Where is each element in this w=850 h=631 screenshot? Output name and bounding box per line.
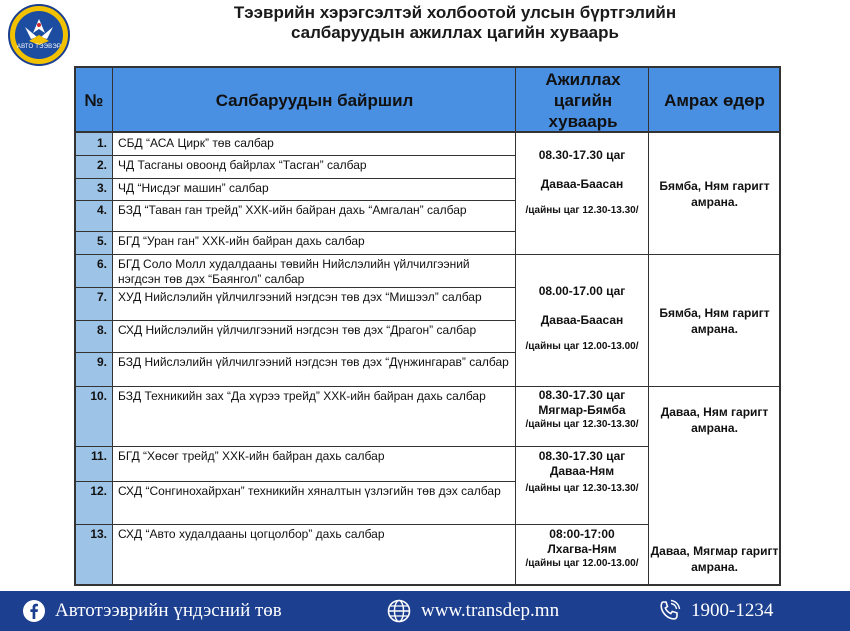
group-divider	[76, 254, 779, 255]
row-location: СХД “Авто худалдааны цогцолбор” дахь салбар	[118, 527, 385, 541]
row-divider	[76, 231, 516, 232]
row-number: 2.	[96, 158, 107, 172]
row-divider	[76, 287, 516, 288]
header-number: №	[84, 91, 104, 110]
row-location: БЗД Техникийн зах “Да хүрээ трейд” ХХК-ийн байран дахь салбар	[118, 389, 486, 403]
hours-days: Мягмар-Бямба	[538, 403, 626, 417]
row-number: 3.	[96, 181, 107, 195]
logo	[8, 4, 70, 66]
hours-time: 08.00-17.00 цаг	[538, 284, 626, 298]
facebook-text: Автотээврийн үндэсний төв	[55, 600, 282, 621]
row-divider	[76, 481, 516, 482]
rest-days-cell: Даваа, Мягмар гаригт амрана.	[650, 544, 779, 574]
rest-days-cell: Бямба, Ням гаригт амрана.	[659, 179, 770, 209]
phone-icon	[656, 598, 682, 624]
facebook-icon	[22, 599, 46, 623]
hours-cell	[516, 388, 648, 431]
website-link[interactable]	[386, 591, 559, 631]
rest-days-cell: Бямба, Ням гаригт амрана.	[659, 306, 770, 336]
row-number: 11.	[90, 449, 107, 463]
footer-bar	[0, 591, 850, 631]
row-location: БГД “Уран ган” ХХК-ийн байран дахь салбар	[118, 234, 365, 248]
row-number: 12.	[90, 484, 107, 498]
hours-time: 08.30-17.30 цаг	[538, 148, 626, 162]
group-divider	[76, 524, 649, 525]
row-number: 9.	[96, 355, 107, 369]
hours-days: Даваа-Баасан	[540, 313, 624, 327]
facebook-link[interactable]	[22, 591, 282, 631]
row-divider	[76, 320, 516, 321]
hours-lunch: /цайны цаг 12.30-13.30/	[525, 483, 639, 494]
row-number: 8.	[96, 323, 107, 337]
hours-days: Лхагва-Ням	[547, 542, 617, 556]
header-hours: Ажиллах цагийн хуваарь	[545, 70, 621, 131]
hours-time: 08.30-17.30 цаг	[538, 449, 626, 463]
row-number: 7.	[96, 290, 107, 304]
hours-cell	[516, 449, 648, 495]
website-text: www.transdep.mn	[421, 600, 560, 621]
row-location: СХД “Сонгинохайрхан” техникийн хяналтын үзлэгийн төв дэх салбар	[118, 484, 501, 498]
row-location: БЗД Нийслэлийн үйлчилгээний нэгдсэн төв дэх “Дүнжингарав” салбар	[118, 355, 509, 369]
group-divider	[76, 386, 779, 387]
row-divider	[76, 200, 516, 201]
hours-days: Даваа-Ням	[549, 464, 615, 478]
row-number: 1.	[96, 136, 107, 150]
hours-lunch: /цайны цаг 12.30-13.30/	[525, 419, 639, 430]
hours-cell	[516, 284, 648, 353]
globe-icon	[386, 598, 412, 624]
row-number: 10.	[90, 389, 107, 403]
row-location: БЗД “Таван ган трейд” ХХК-ийн байран дахь “Амгалан” салбар	[118, 203, 467, 217]
row-number: 4.	[96, 203, 107, 217]
row-number: 5.	[96, 234, 107, 248]
row-location: СХД Нийслэлийн үйлчилгээний нэгдсэн төв дэх “Драгон” салбар	[118, 323, 477, 337]
hours-time: 08.30-17.30 цаг	[538, 388, 626, 402]
hours-cell	[516, 527, 648, 570]
row-location: ЧД “Нисдэг машин” салбар	[118, 181, 269, 195]
rest-days-cell: Даваа, Ням гаригт амрана.	[660, 405, 769, 435]
row-divider	[76, 178, 516, 179]
logo-emblem	[15, 11, 63, 59]
hours-time: 08:00-17:00	[549, 527, 615, 541]
row-number: 13.	[90, 527, 107, 541]
hours-days: Даваа-Баасан	[540, 177, 624, 191]
row-location: БГД “Хөсөг трейд” ХХК-ийн байран дахь салбар	[118, 449, 385, 463]
row-divider	[76, 155, 516, 156]
hours-lunch: /цайны цаг 12.00-13.00/	[525, 341, 639, 352]
phone-link[interactable]	[656, 591, 773, 631]
header-location: Салбаруудын байршил	[215, 91, 414, 110]
row-location: СБД “АСА Цирк” төв салбар	[118, 136, 274, 150]
row-location: ХУД Нийслэлийн үйлчилгээний нэгдсэн төв дэх “Мишээл” салбар	[118, 290, 482, 304]
hours-lunch: /цайны цаг 12.30-13.30/	[525, 205, 639, 216]
phone-text: 1900-1234	[691, 600, 774, 621]
grid-line	[112, 68, 113, 584]
group-divider	[76, 446, 649, 447]
logo-caption: АВТО ТЭЭВЭР	[16, 44, 62, 50]
header-rest-days: Амрах өдөр	[664, 91, 765, 110]
row-divider	[76, 352, 516, 353]
document-title-line-1: Тээврийн хэрэгсэлтэй холбоотой улсын бүртгэлийн	[233, 3, 677, 22]
hours-lunch: /цайны цаг 12.00-13.00/	[525, 558, 639, 569]
row-location: ЧД Тасганы овоонд байрлах “Тасган” салбар	[118, 158, 367, 172]
document-title-line-2: салбаруудын ажиллах цагийн хуваарь	[291, 23, 619, 42]
schedule-table	[74, 66, 781, 586]
hours-cell	[516, 148, 648, 217]
row-location: БГД Соло Молл худалдааны төвийн Нийслэлийн үйлчилгээний нэгдсэн төв дэх “Баянгол” салбар	[118, 257, 470, 286]
grid-line	[648, 68, 649, 584]
row-number: 6.	[96, 257, 107, 271]
wings-icon	[15, 11, 63, 59]
